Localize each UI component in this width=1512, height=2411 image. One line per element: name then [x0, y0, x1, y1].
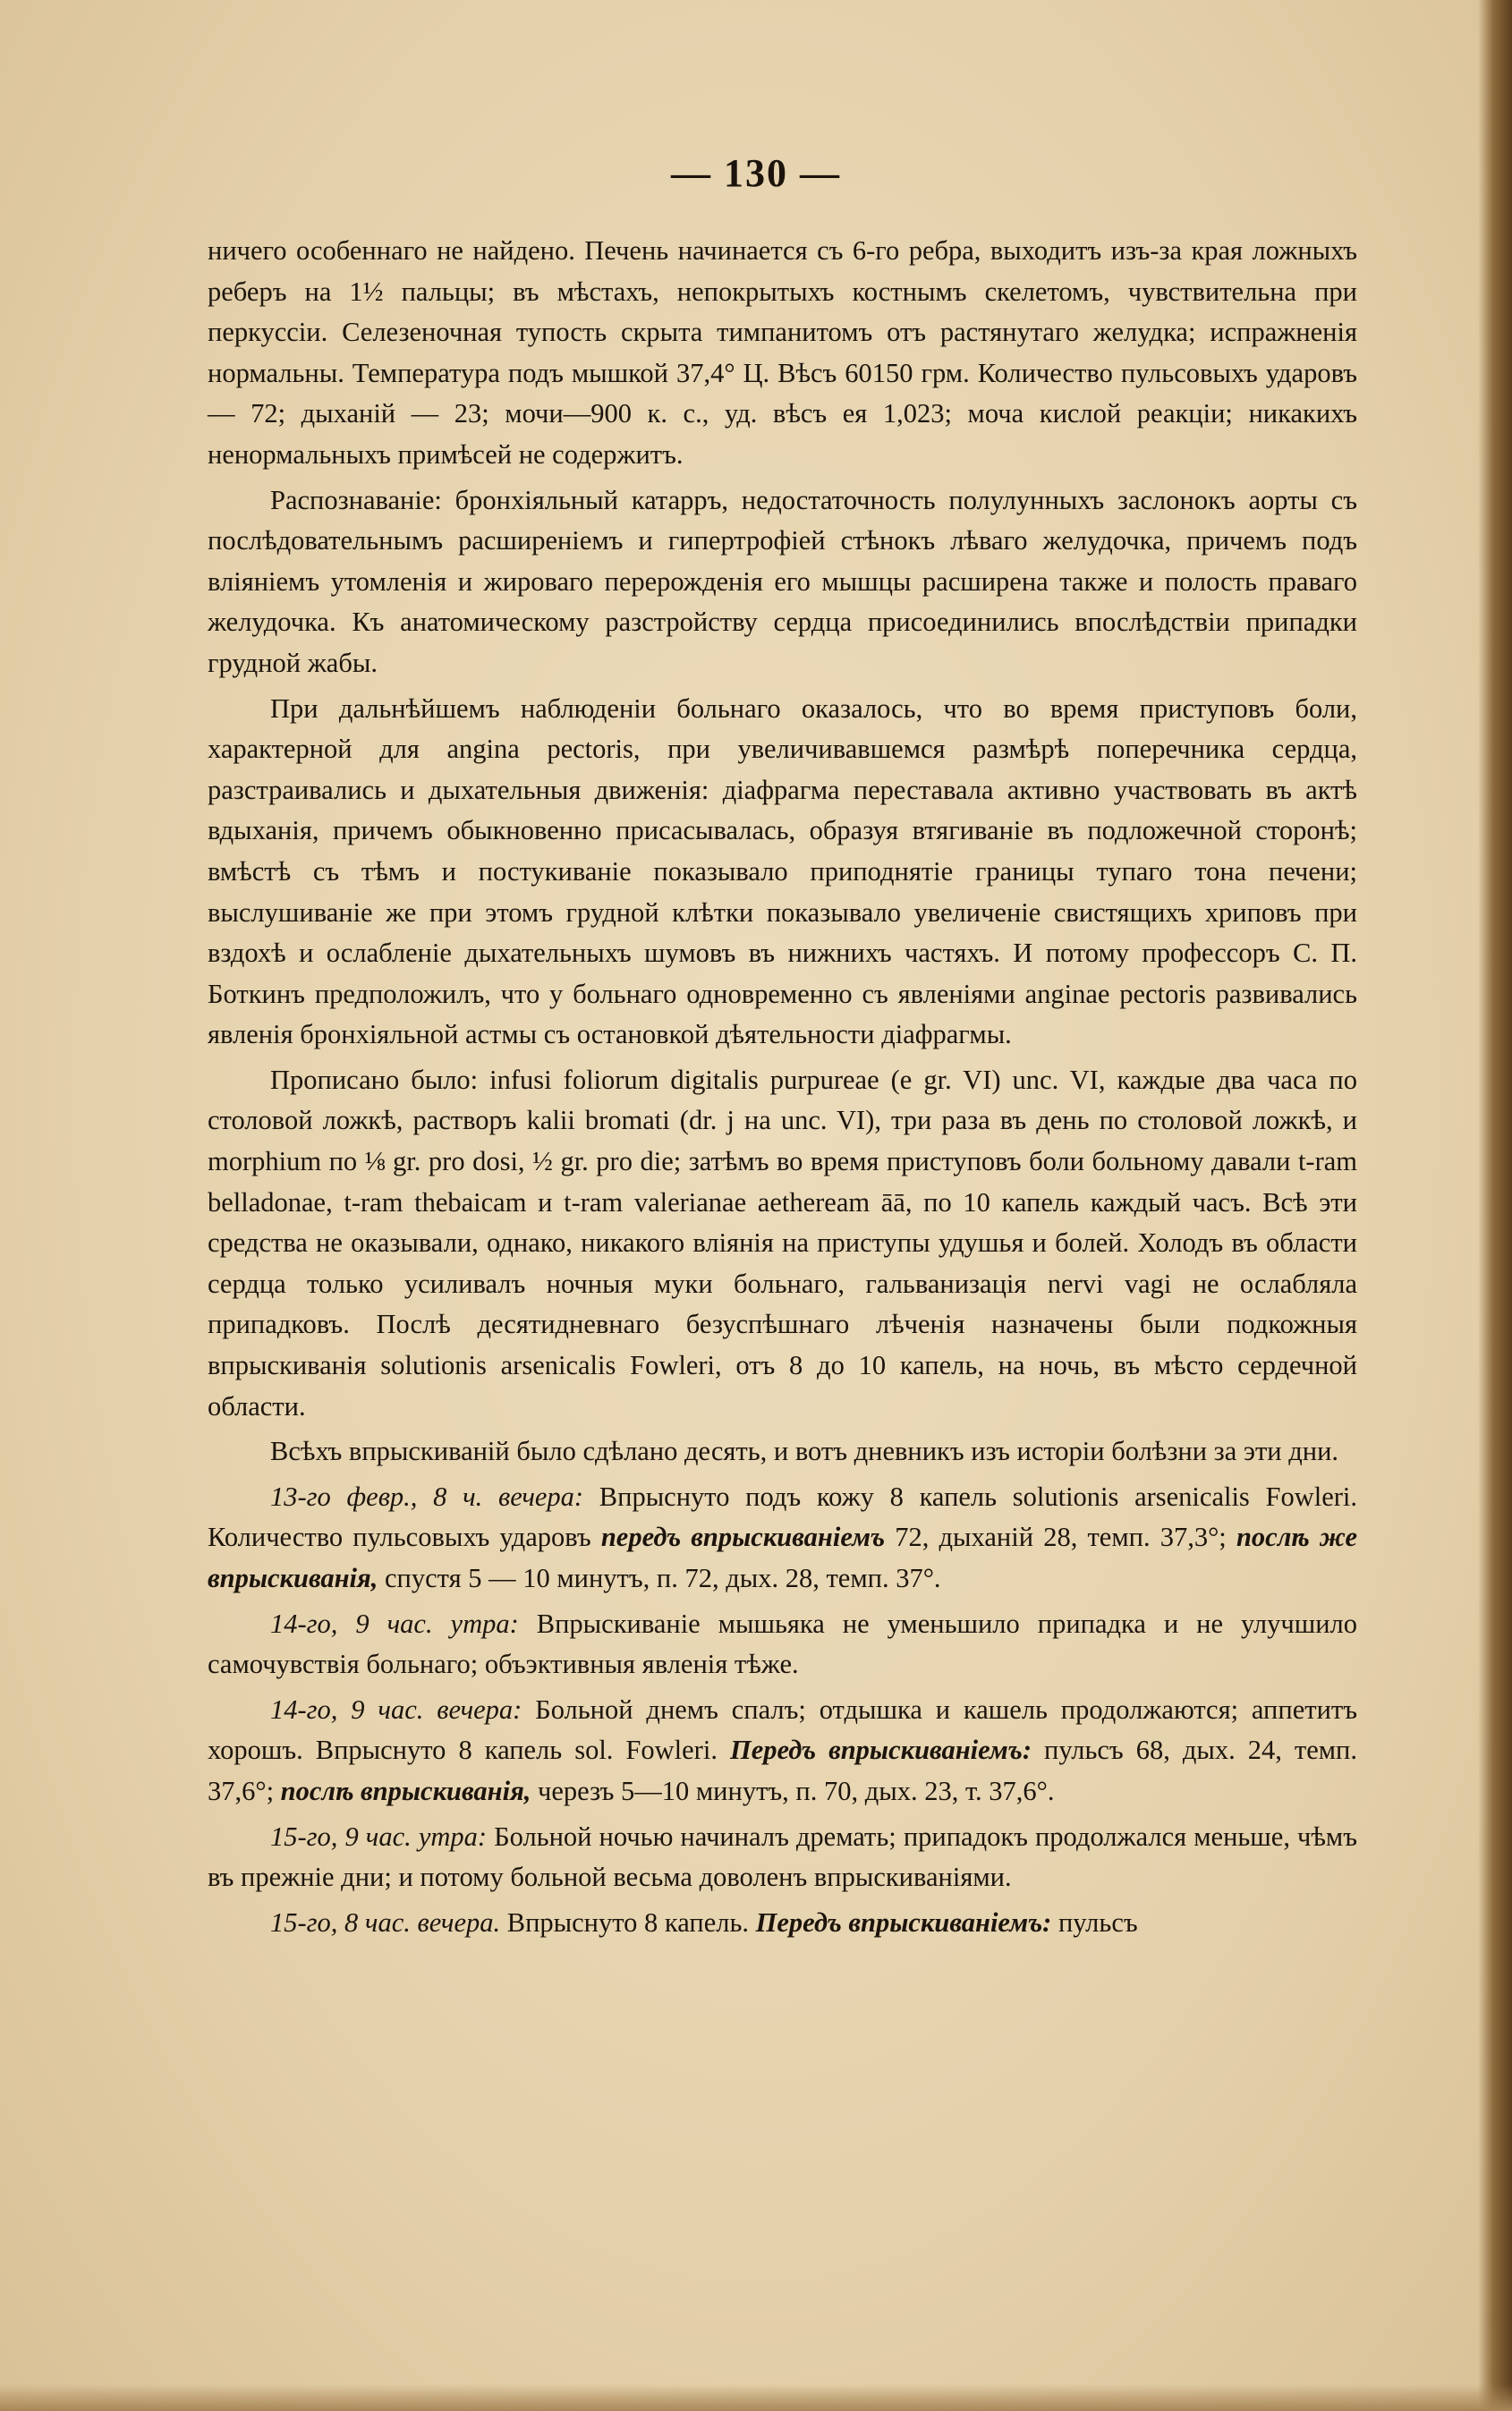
- diary-entry-text: спустя 5 — 10 минутъ, п. 72, дых. 28, темп. 37°.: [378, 1563, 941, 1593]
- diary-entry-date: 15-го, 8 час. вечера.: [270, 1906, 501, 1938]
- diary-entry-text: Впрыскиваніе мышьяка не уменьшило припадка и не улучшило самочувствія больнаго; объэктивныя явленія тѣже.: [208, 1608, 1357, 1680]
- page-bottom-shadow: [0, 2384, 1512, 2411]
- diary-entry: [208, 1604, 1357, 1685]
- diary-entry-text: пульсъ: [1051, 1906, 1138, 1938]
- diary-entry-text: Больной днемъ спалъ; отдышка и кашель продолжаются; аппетитъ хорошъ. Впрыснуто 8 капель sol. Fowleri.: [208, 1694, 1357, 1766]
- diary-entry: [208, 1477, 1357, 1600]
- diary-entry-date: 15-го, 9 час. утра:: [270, 1821, 488, 1852]
- diary-entry-text: 72, дыханій 28, темп. 37,3°;: [885, 1522, 1236, 1553]
- diary-entry-emphasis: послѣ впрыскиванія,: [280, 1775, 531, 1806]
- body-text: [208, 231, 1357, 1948]
- diary-entry-date: 14-го, 9 час. вечера:: [270, 1694, 522, 1725]
- page-number: — 130 —: [671, 151, 841, 195]
- diary-entry-text: черезъ 5—10 минутъ, п. 70, дых. 23, т. 37,6°.: [531, 1775, 1055, 1806]
- diary-entry-emphasis: Передъ впрыскиваніемъ:: [755, 1906, 1052, 1938]
- diary-entry-emphasis: послѣ же впрыскиванія,: [208, 1522, 1358, 1593]
- paragraph-diagnosis: Распознаваніе: бронхіяльный катарръ, недостаточность полулунныхъ заслонокъ аорты съ послѣдовательнымъ расширеніемъ и гипертрофіей стѣнокъ лѣваго желудочка, причемъ подъ вліяніемъ утомленія и жироваго перерожденія его мышцы расширена также и полость праваго желудочка. Къ анатомическому разстройству сердца присоединились впослѣдствіи припадки грудной жабы.: [208, 484, 1357, 678]
- diary-entry-text: Впрыснуто подъ кожу 8 капель solutionis arsenicalis Fowleri. Количество пульсовыхъ ударовъ: [208, 1481, 1357, 1553]
- diary-entry-text: Больной ночью начиналъ дремать; припадокъ продолжался меньше, чѣмъ въ прежніе дни; и потому больной весьма доволенъ впрыскиваніями.: [208, 1821, 1357, 1893]
- diary-entry-emphasis: передъ впрыскиваніемъ: [600, 1522, 886, 1553]
- paragraph-injections-intro: Всѣхъ впрыскиваній было сдѣлано десять, и вотъ дневникъ изъ исторіи болѣзни за эти дни.: [270, 1436, 1339, 1467]
- diary-entry: [208, 1903, 1357, 1944]
- diary-entry: [208, 1690, 1357, 1812]
- page-edge-shadow: [1478, 0, 1512, 2411]
- diary-entry-text: Впрыснуто 8 капель.: [500, 1906, 756, 1938]
- diary-entry-date: 13-го февр., 8 ч. вечера:: [270, 1481, 584, 1512]
- paragraph-exam-findings: ничего особеннаго не найдено. Печень начинается съ 6-го ребра, выходитъ изъ-за края ложныхъ реберъ на 1½ пальцы; въ мѣстахъ, непокрытыхъ костнымъ скелетомъ, чувствительна при перкуссіи. Селезеночная тупость скрыта тимпанитомъ отъ растянутаго желудка; испражненія нормальны. Температура подъ мышкой 37,4° Ц. Вѣсъ 60150 грм. Количество пульсовыхъ ударовъ — 72; дыханій — 23; мочи—900 к. с., уд. вѣсъ ея 1,023; моча кислой реакціи; никакихъ ненормальныхъ примѣсей не содержитъ.: [208, 235, 1357, 470]
- diary-entry-date: 14-го, 9 час. утра:: [270, 1608, 519, 1639]
- diary-entry-text: пульсъ 68, дых. 24, темп. 37,6°;: [208, 1735, 1358, 1806]
- diary-entry: [208, 1817, 1357, 1898]
- paragraph-prescription: Прописано было: infusi foliorum digitalis purpureae (e gr. VI) unc. VI, каждые два часа по столовой ложкѣ, растворъ kalii bromati (dr. j на unc. VI), три раза въ день по столовой ложкѣ, и morphium по ⅛ gr. pro dosi, ½ gr. pro die; затѣмъ во время приступовъ боли больному давали t-ram belladonae, t-ram thebaicam и t-ram valerianae aetheream āā, по 10 капель каждый часъ. Всѣ эти средства не оказывали, однако, никакого вліянія на приступы удушья и болей. Холодъ въ области сердца только усиливалъ ночныя муки больнаго, гальванизація nervi vagi не ослабляла припадковъ. Послѣ десятидневнаго безуспѣшнаго лѣченія назначены были подкожныя впрыскиванія solutionis arsenicalis Fowleri, отъ 8 до 10 капель, на ночь, въ мѣсто сердечной области.: [208, 1064, 1357, 1422]
- paragraph-observation: При дальнѣйшемъ наблюденіи больнаго оказалось, что во время приступовъ боли, характерной для angina pectoris, при увеличивавшемся размѣрѣ поперечника сердца, разстраивались и дыхательныя движенія: діафрагма переставала активно участвовать въ актѣ вдыханія, причемъ обыкновенно присасывалась, образуя втягиваніе въ подложечной сторонѣ; вмѣстѣ съ тѣмъ и постукиваніе показывало приподнятіе границы тупаго тона печени; выслушиваніе же при этомъ грудной клѣтки показывало увеличеніе свистящихъ хриповъ при вздохѣ и ослабленіе дыхательныхъ шумовъ въ нижнихъ частяхъ. И потому профессоръ С. П. Боткинъ предположилъ, что у больнаго одновременно съ явленіями anginae pectoris развивались явленія бронхіяльной астмы съ остановкой дѣятельности діафрагмы.: [208, 692, 1357, 1050]
- diary-entry-emphasis: Передъ впрыскиваніемъ:: [729, 1735, 1032, 1766]
